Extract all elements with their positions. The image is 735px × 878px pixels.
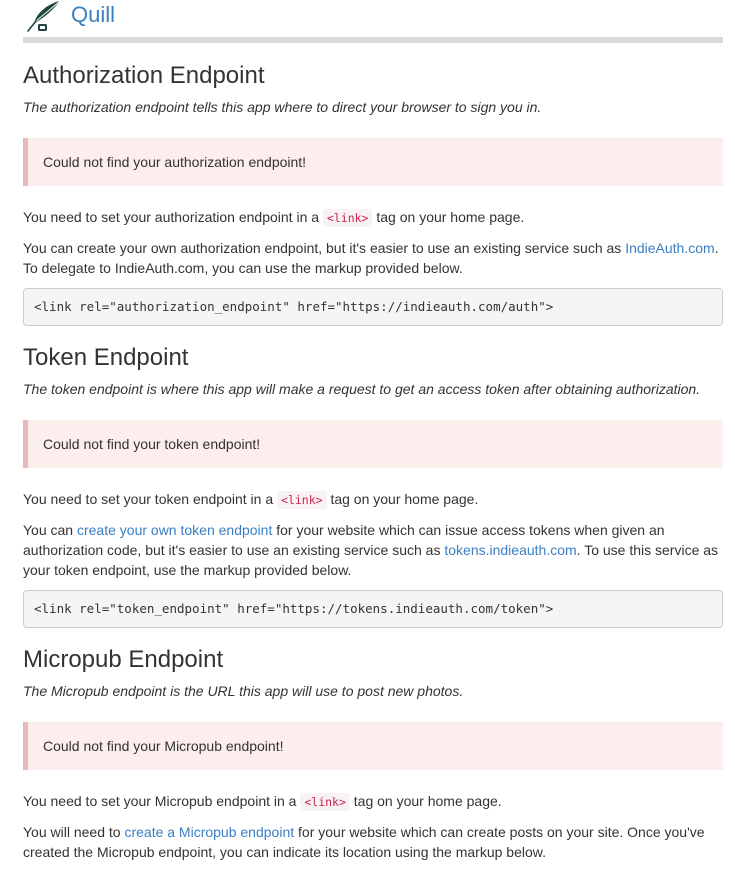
token-endpoint-alert: Could not find your token endpoint! xyxy=(23,420,723,468)
header-divider xyxy=(23,37,723,43)
token-endpoint-markup[interactable]: <link rel="token_endpoint" href="https://tokens.indieauth.com/token"> xyxy=(23,590,723,628)
text: tag on your home page. xyxy=(349,793,502,809)
authorization-endpoint-instruction xyxy=(23,207,723,228)
text: You can xyxy=(23,522,77,538)
text: tag on your home page. xyxy=(326,491,479,507)
token-endpoint-lead: The token endpoint is where this app will make a request to get an access token after obtaining authorization. xyxy=(23,381,701,397)
micropub-endpoint-heading: Micropub Endpoint xyxy=(23,646,224,673)
brand-link[interactable]: Quill xyxy=(71,2,116,27)
micropub-endpoint-instruction xyxy=(23,791,723,812)
create-token-endpoint-link[interactable]: create your own token endpoint xyxy=(76,522,273,538)
authorization-endpoint-alert: Could not find your authorization endpoint! xyxy=(23,138,723,186)
authorization-endpoint-help xyxy=(23,238,723,278)
indieauth-link[interactable]: IndieAuth.com xyxy=(625,240,715,256)
tokens-indieauth-link[interactable]: tokens.indieauth.com xyxy=(444,542,577,558)
create-micropub-endpoint-link[interactable]: create a Micropub endpoint xyxy=(124,824,295,840)
quill-pen-icon[interactable] xyxy=(24,0,62,32)
authorization-endpoint-heading: Authorization Endpoint xyxy=(23,62,265,89)
link-tag-code: <link> xyxy=(300,793,350,811)
authorization-endpoint-lead: The authorization endpoint tells this app where to direct your browser to sign you in. xyxy=(23,99,542,115)
text: You can create your own authorization endpoint, but it's easier to use an existing service such as xyxy=(23,240,626,256)
main-content xyxy=(23,44,723,872)
token-endpoint-heading: Token Endpoint xyxy=(23,344,189,371)
text: You need to set your authorization endpoint in a xyxy=(23,209,323,225)
text: . To delegate to IndieAuth.com, you can use the markup provided below. xyxy=(23,240,719,276)
text: tag on your home page. xyxy=(372,209,525,225)
token-endpoint-help xyxy=(23,520,723,580)
site-header xyxy=(23,0,723,44)
micropub-endpoint-alert: Could not find your Micropub endpoint! xyxy=(23,722,723,770)
text: for your website which can issue access tokens when given an authorization code, but it's easier to use an existing service such as xyxy=(23,522,665,558)
link-tag-code: <link> xyxy=(323,209,373,227)
text: You need to set your Micropub endpoint in a xyxy=(23,793,301,809)
link-tag-code: <link> xyxy=(277,491,327,509)
token-endpoint-instruction xyxy=(23,489,723,510)
text: You will need to xyxy=(23,824,125,840)
text: You need to set your token endpoint in a xyxy=(23,491,278,507)
micropub-endpoint-section xyxy=(23,646,723,862)
micropub-endpoint-help xyxy=(23,822,723,862)
text: for your website which can create posts on your site. Once you've created the Micropub endpoint, you can indicate its location using the markup below. xyxy=(23,824,705,860)
authorization-endpoint-markup[interactable]: <link rel="authorization_endpoint" href="https://indieauth.com/auth"> xyxy=(23,288,723,326)
text: . To use this service as your token endpoint, use the markup provided below. xyxy=(23,542,719,578)
token-endpoint-section xyxy=(23,344,723,628)
authorization-endpoint-section xyxy=(23,62,723,326)
micropub-endpoint-lead: The Micropub endpoint is the URL this app will use to post new photos. xyxy=(23,683,464,699)
